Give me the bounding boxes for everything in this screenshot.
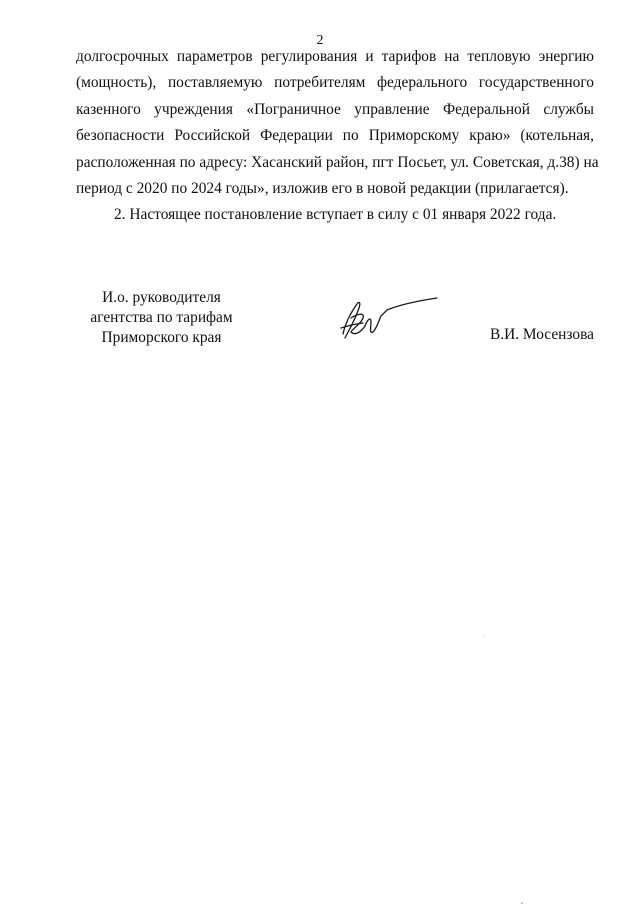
paragraph-effective-date bbox=[76, 202, 594, 228]
paragraph-line: период с 2020 по 2024 годы», изложив его в новой редакции (прилагается). bbox=[76, 180, 569, 198]
document-body bbox=[76, 44, 599, 229]
page-number: 2 bbox=[316, 33, 324, 48]
scan-speck bbox=[483, 636, 484, 637]
paragraph-line: 2. Настоящее постановление вступает в силу с 01 января 2022 года. bbox=[114, 206, 557, 224]
signer-position-line: И.о. руководителя bbox=[102, 289, 221, 306]
handwritten-signature bbox=[333, 288, 443, 348]
paragraph-continuation bbox=[76, 44, 599, 202]
paragraph-line: расположенная по адресу: Хасанский район, пгт Посьет, ул. Советская, д.38) на bbox=[76, 153, 599, 171]
paragraph-line: долгосрочных параметров регулирования и тарифов на тепловую энергию bbox=[76, 48, 594, 65]
signer-position bbox=[76, 288, 247, 348]
signer-position-line: Приморского края bbox=[101, 329, 222, 346]
signer-position-line: агентства по тарифам bbox=[90, 309, 233, 326]
paragraph-line: (мощность), поставляемую потребителям федерального государственного bbox=[76, 74, 594, 92]
scan-speck bbox=[521, 902, 523, 904]
paragraph-line: безопасности Российской Федерации по Приморскому краю» (котельная, bbox=[76, 127, 594, 145]
paragraph-line: казенного учреждения «Пограничное управление Федеральной службы bbox=[76, 100, 594, 118]
signer-name: В.И. Мосензова bbox=[490, 326, 594, 343]
